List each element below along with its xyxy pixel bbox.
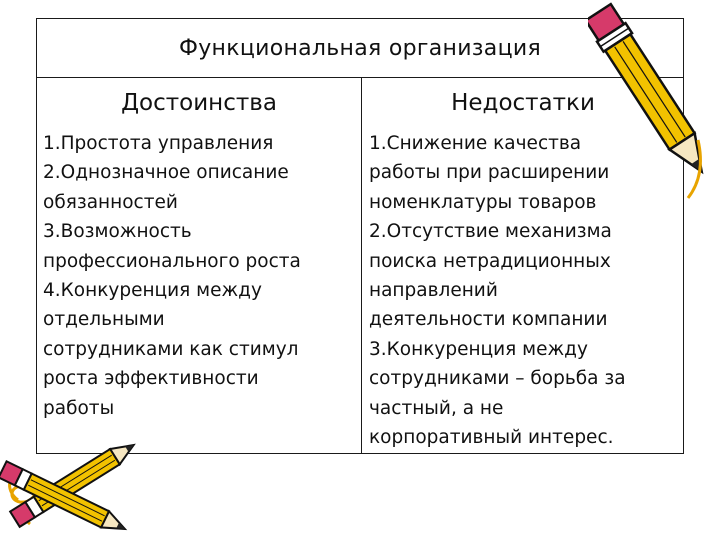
advantages-line: профессионального роста xyxy=(43,250,301,272)
disadvantages-line: поиска нетрадиционных xyxy=(369,250,611,272)
advantages-line: 2.Однозначное описание xyxy=(43,162,289,184)
advantages-line: 4.Конкуренция между xyxy=(43,280,262,302)
disadvantages-line: частный, а не xyxy=(369,397,504,419)
disadvantages-line: 1.Снижение качества xyxy=(369,133,582,154)
disadvantages-line: номенклатуры товаров xyxy=(369,191,597,213)
disadvantages-line: сотрудниками – борьба за xyxy=(369,368,626,390)
advantages-list xyxy=(43,129,359,423)
advantages-line: 3.Возможность xyxy=(43,221,192,243)
advantages-line: сотрудниками как стимул xyxy=(43,338,299,360)
disadvantages-line: деятельности компании xyxy=(369,309,608,331)
disadvantages-line: 2.Отсутствие механизма xyxy=(369,221,612,243)
advantages-header: Достоинства xyxy=(121,90,277,116)
disadvantages-line: работы при расширении xyxy=(369,162,610,184)
table-title: Функциональная организация xyxy=(37,19,683,78)
pencil-icon xyxy=(588,0,720,200)
disadvantages-line: направлений xyxy=(369,280,498,302)
column-divider xyxy=(361,77,362,453)
disadvantages-header: Недостатки xyxy=(451,90,595,116)
crossed-pencils-icon xyxy=(0,420,160,540)
advantages-line: работы xyxy=(43,397,115,419)
advantages-line: 1.Простота управления xyxy=(43,133,274,154)
advantages-line: роста эффективности xyxy=(43,368,259,390)
comparison-table xyxy=(36,18,684,454)
disadvantages-line: 3.Конкуренция между xyxy=(369,338,588,360)
advantages-line: обязанностей xyxy=(43,191,178,213)
advantages-line: отдельными xyxy=(43,309,165,331)
disadvantages-line: корпоративный интерес. xyxy=(369,427,614,449)
